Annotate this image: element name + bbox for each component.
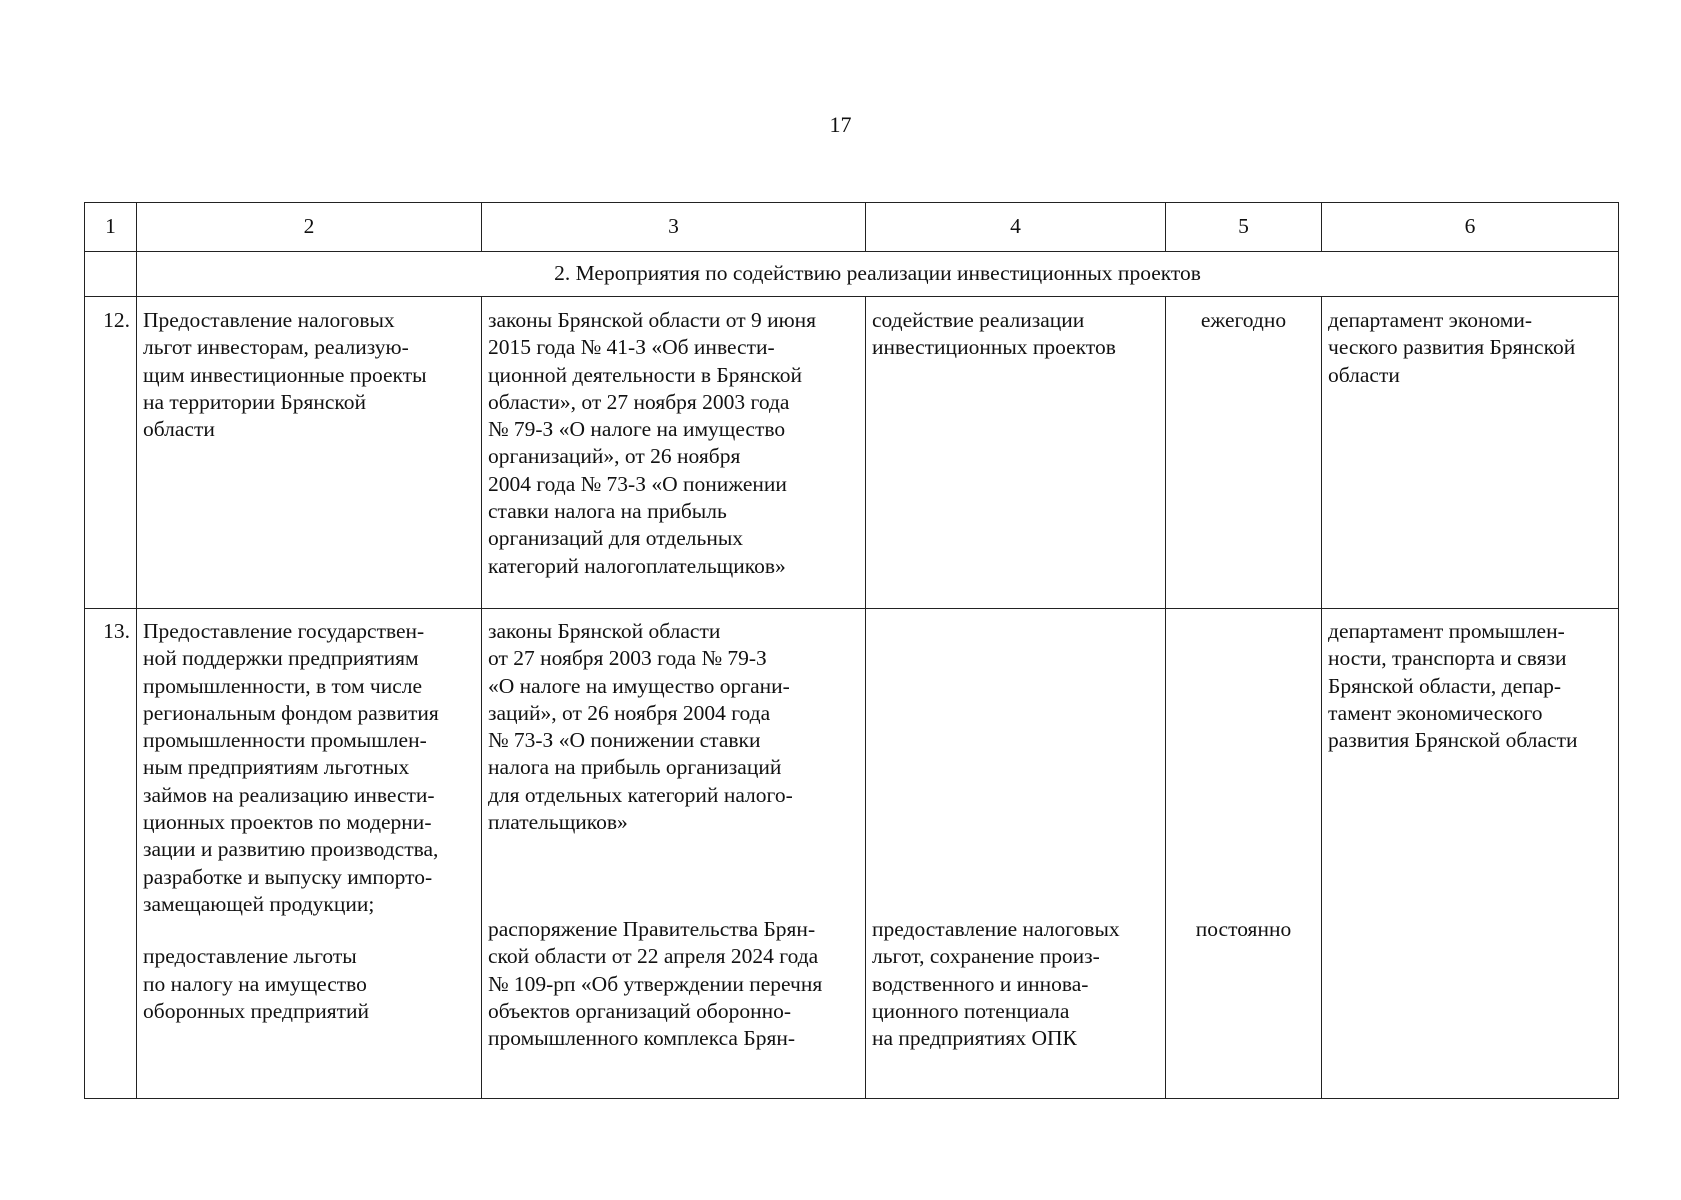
measure-text: Предоставление государствен- ной поддержки предприятиям промышленности, в том числе региональным фондом развития промышленности промышлен- ным предприятиям льготных займов на реализацию инвести- ционных проектов по модерни- зации и развитию производства, разработке и выпуску импорто- замещающей продукции; bbox=[143, 619, 439, 916]
measures-table bbox=[84, 202, 1619, 1099]
measure-text-2: предоставление льготы по налогу на имущество оборонных предприятий bbox=[143, 944, 370, 1023]
column-header: 5 bbox=[1166, 203, 1322, 252]
section-row bbox=[85, 252, 1619, 297]
period-cell: ежегодно bbox=[1166, 297, 1322, 609]
legal-basis-cell bbox=[482, 609, 866, 1099]
period-text bbox=[1172, 618, 1315, 891]
column-header: 6 bbox=[1322, 203, 1619, 252]
section-title: 2. Мероприятия по содействию реализации инвестиционных проектов bbox=[137, 252, 1619, 297]
period-text-2: постоянно bbox=[1195, 917, 1292, 941]
column-header: 1 bbox=[85, 203, 137, 252]
expected-result-text bbox=[872, 618, 1159, 891]
section-blank-cell bbox=[85, 252, 137, 297]
measure-cell: Предоставление налоговых льгот инвесторам, реализую- щим инвестиционные проекты на территории Брянской области bbox=[137, 297, 482, 609]
period-cell bbox=[1166, 609, 1322, 1099]
table-row bbox=[85, 297, 1619, 609]
legal-basis-cell: законы Брянской области от 9 июня 2015 года № 41-З «Об инвести- ционной деятельности в Брянской области», от 27 ноября 2003 года № 79-З «О налоге на имущество организаций», от 26 ноября 2004 года № 73-З «О понижении ставки налога на прибыль организаций для отдельных категорий налогоплательщиков» bbox=[482, 297, 866, 609]
expected-result-cell bbox=[866, 609, 1166, 1099]
column-header: 3 bbox=[482, 203, 866, 252]
page-number: 17 bbox=[829, 112, 852, 137]
measure-cell bbox=[137, 609, 482, 1099]
table-header-row bbox=[85, 203, 1619, 252]
column-header: 4 bbox=[866, 203, 1166, 252]
legal-basis-text-2: распоряжение Правительства Брян- ской области от 22 апреля 2024 года № 109-рп «Об утверждении перечня объектов организаций оборонно- промышленного комплекса Брян- bbox=[488, 917, 823, 1051]
expected-result-text-2: предоставление налоговых льгот, сохранение произ- водственного и иннова- ционного потенциала на предприятиях ОПК bbox=[872, 917, 1120, 1051]
table-row bbox=[85, 609, 1619, 1099]
responsible-cell: департамент промышлен- ности, транспорта и связи Брянской области, депар- тамент экономического развития Брянской области bbox=[1322, 609, 1619, 1099]
row-number: 13. bbox=[85, 609, 137, 1099]
row-number: 12. bbox=[85, 297, 137, 609]
expected-result-cell: содействие реализации инвестиционных проектов bbox=[866, 297, 1166, 609]
column-header: 2 bbox=[137, 203, 482, 252]
legal-basis-text: законы Брянской области от 27 ноября 2003 года № 79-З «О налоге на имущество органи- заций», от 26 ноября 2004 года № 73-З «О понижении ставки налога на прибыль организаций для отдельных категорий налого- плательщиков» bbox=[488, 619, 793, 835]
responsible-cell: департамент экономи- ческого развития Брянской области bbox=[1322, 297, 1619, 609]
